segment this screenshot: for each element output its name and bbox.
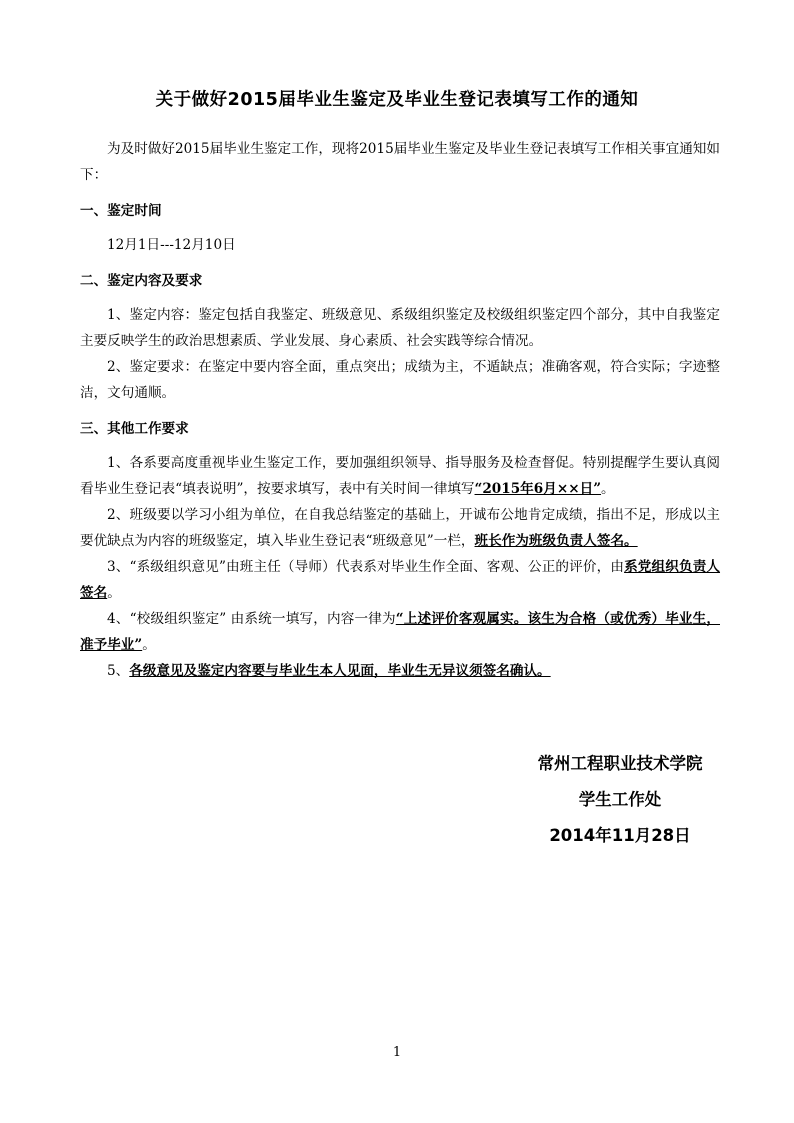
notice-title: 关于做好2015届毕业生鉴定及毕业生登记表填写工作的通知 — [155, 90, 639, 110]
other-item-2 — [80, 502, 720, 554]
other-item-4 — [80, 606, 720, 658]
signature-org: 常州工程职业技术学院 — [537, 754, 703, 773]
other-item-1 — [80, 450, 720, 502]
intro-paragraph: 为及时做好2015届毕业生鉴定工作，现将2015届毕业生鉴定及毕业生登记表填写工作相关事宜通知如下： — [80, 141, 720, 183]
other-item-1-text: 1、各系要高度重视毕业生鉴定工作，要加强组织领导、指导服务及检查督促。特别提醒学生要认真阅看毕业生登记表“填表说明”，按要求填写，表中有关时间一律填写 — [80, 455, 720, 497]
signature-dept: 学生工作处 — [578, 790, 662, 809]
other-item-4-emphasis: “上述评价客观属实。该生为合格（或优秀）毕业生，准予毕业” — [80, 611, 720, 653]
other-item-3 — [80, 554, 720, 606]
other-item-3-emphasis: 系党组织负责人签名 — [80, 559, 721, 601]
other-item-1-end: 。 — [601, 481, 615, 497]
other-item-1-date-emphasis: “2015年6月××日” — [474, 481, 602, 497]
content-item-2: 2、鉴定要求：在鉴定中要内容全面，重点突出；成绩为主，不遁缺点；准确客观，符合实际；字迹整洁，文句通顺。 — [80, 359, 720, 401]
other-item-2-emphasis: 班长作为班级负责人签名。 — [474, 533, 638, 549]
section-heading-other: 三、其他工作要求 — [80, 421, 189, 437]
other-item-5-emphasis: 各级意见及鉴定内容要与毕业生本人见面，毕业生无异议须签名确认。 — [129, 663, 551, 679]
section-heading-time: 一、鉴定时间 — [80, 203, 162, 219]
content-item-1: 1、鉴定内容：鉴定包括自我鉴定、班级意见、系级组织鉴定及校级组织鉴定四个部分，其中自我鉴定主要反映学生的政治思想素质、学业发展、身心素质、社会实践等综合情况。 — [80, 307, 720, 349]
other-item-5-number: 5、 — [107, 663, 130, 679]
other-item-3-text: 3、“系级组织意见”由班主任（导师）代表系对毕业生作全面、客观、公正的评价，由 — [107, 559, 625, 575]
page-number: 1 — [392, 1045, 402, 1060]
signature-date: 2014年11月28日 — [549, 826, 691, 845]
section-heading-content: 二、鉴定内容及要求 — [80, 273, 203, 289]
other-item-5 — [80, 658, 720, 684]
appraisal-time: 12月1日---12月10日 — [107, 237, 236, 253]
notice-body — [80, 136, 720, 684]
other-item-3-end: 。 — [107, 585, 121, 601]
other-item-2-text: 2、班级要以学习小组为单位，在自我总结鉴定的基础上，开诚布公地肯定成绩，指出不足，形成以主要优缺点为内容的班级鉴定，填入毕业生登记表“班级意见”一栏， — [80, 507, 720, 549]
other-item-4-end: 。 — [142, 637, 156, 653]
other-item-4-text: 4、“校级组织鉴定” 由系统一填写，内容一律为 — [107, 611, 396, 627]
